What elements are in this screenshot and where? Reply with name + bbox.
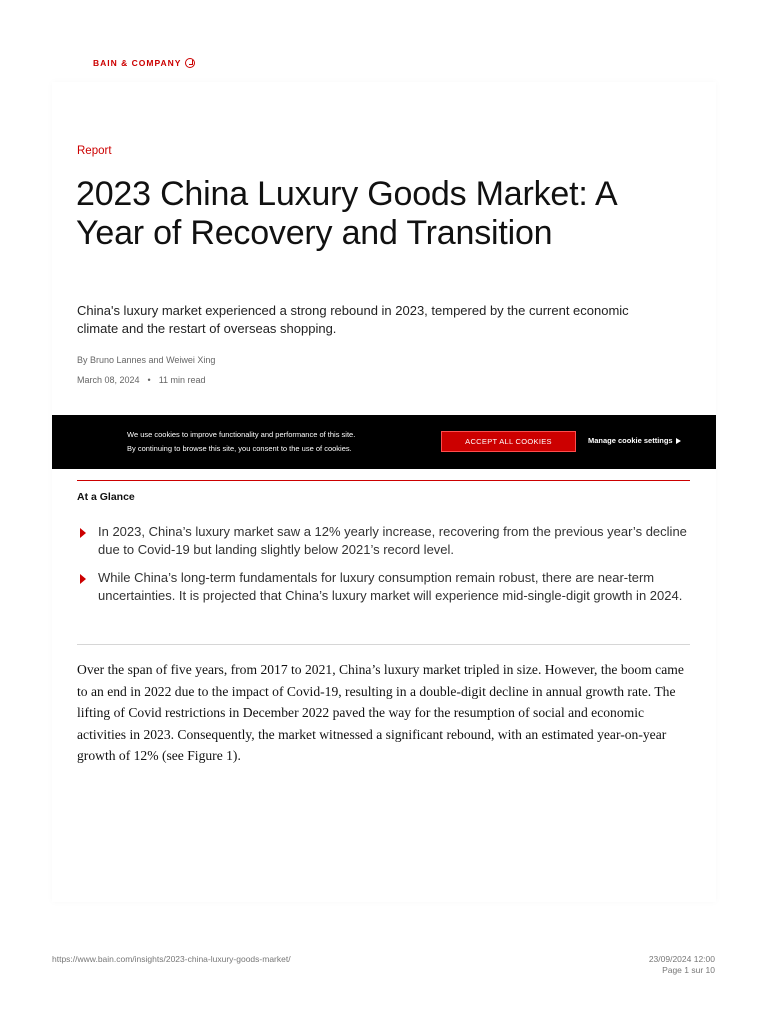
accept-cookies-button[interactable]: ACCEPT ALL COOKIES (441, 431, 576, 452)
triangle-bullet-icon (80, 574, 86, 584)
play-arrow-icon (676, 438, 681, 444)
page-title: 2023 China Luxury Goods Market: A Year of Recovery and Transition (76, 175, 616, 252)
footer-page-number: Page 1 sur 10 (662, 965, 715, 975)
list-item-text: In 2023, China’s luxury market saw a 12% yearly increase, recovering from the previous year’s decline due to Covid-19 but landing slightly below 2021’s record level. (98, 524, 687, 557)
byline: By Bruno Lannes and Weiwei Xing (77, 355, 216, 365)
cookie-message-line1: We use cookies to improve functionality and performance of this site. (127, 430, 356, 439)
cookie-banner (52, 415, 716, 469)
list-item-text: While China’s long-term fundamentals for luxury consumption remain robust, there are near-term uncertainties. It is projected that China’s luxury market will experience mid-single-digit growth in 2024. (98, 570, 683, 603)
at-a-glance-heading: At a Glance (77, 491, 135, 503)
article-meta (77, 375, 206, 385)
cookie-message-line2: By continuing to browse this site, you consent to the use of cookies. (127, 444, 352, 453)
footer-url: https://www.bain.com/insights/2023-china-luxury-goods-market/ (52, 954, 291, 964)
manage-cookie-settings-link[interactable] (588, 436, 681, 445)
list-item (77, 569, 690, 605)
list-item (77, 523, 690, 559)
bain-logo[interactable] (93, 58, 195, 68)
footer-timestamp: 23/09/2024 12:00 (648, 954, 715, 964)
content-type-label[interactable]: Report (77, 145, 112, 157)
at-a-glance-list (77, 523, 690, 615)
footer-page-info (649, 954, 715, 976)
read-time: 11 min read (158, 375, 206, 385)
section-divider-red (77, 480, 690, 481)
section-divider-grey (77, 644, 690, 645)
meta-separator: • (147, 375, 151, 385)
body-paragraph: Over the span of five years, from 2017 to 2021, China’s luxury market tripled in size. However, the boom came to an end in 2022 due to the impact of Covid-19, resulting in a double-digit decline in annual growth rate. The lifting of Covid restrictions in December 2022 paved the way for the resumption of social and economic activities in 2023. Consequently, the market witnessed a significant rebound, with an estimated year-on-year growth of 12% (see Figure 1). (77, 662, 684, 763)
bain-logo-icon (185, 58, 195, 68)
article-summary: China's luxury market experienced a strong rebound in 2023, tempered by the current economic climate and the restart of overseas shopping. (77, 303, 629, 336)
publish-date: March 08, 2024 (77, 375, 140, 385)
logo-text: BAIN & COMPANY (93, 58, 182, 68)
cookie-message (127, 428, 437, 456)
triangle-bullet-icon (80, 528, 86, 538)
manage-cookie-label: Manage cookie settings (588, 436, 673, 445)
